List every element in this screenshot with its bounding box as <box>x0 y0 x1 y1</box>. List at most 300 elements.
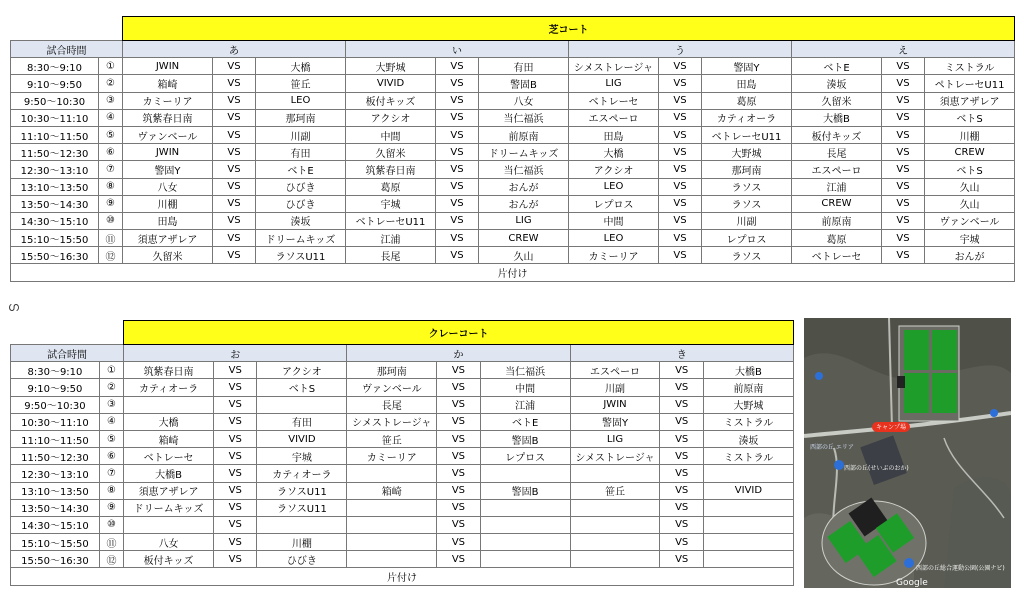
away-team: 那珂南 <box>702 161 792 178</box>
vs-label: VS <box>213 178 256 195</box>
vs-label: VS <box>213 109 256 126</box>
away-team: レプロス <box>480 448 570 465</box>
match-slot-row <box>11 109 1015 126</box>
home-team: 長尾 <box>347 396 437 413</box>
home-team: 警固Y <box>570 413 660 430</box>
vs-label: VS <box>659 230 702 247</box>
home-team: アクシオ <box>569 161 659 178</box>
slot-number: ① <box>99 58 123 75</box>
slot-number: ② <box>99 379 123 396</box>
away-team: CREW <box>479 230 569 247</box>
slot-number: ④ <box>99 413 123 430</box>
away-team: ベトS <box>925 109 1015 126</box>
away-team <box>703 465 793 482</box>
home-team: 湊坂 <box>792 75 882 92</box>
home-team: 警固Y <box>123 161 213 178</box>
vs-label: VS <box>882 195 925 212</box>
vs-label: VS <box>660 396 703 413</box>
grass-field-a <box>904 330 929 370</box>
vs-label: VS <box>213 92 256 109</box>
away-team: カティオーラ <box>702 109 792 126</box>
away-team: 川副 <box>702 212 792 229</box>
vs-label: VS <box>882 75 925 92</box>
away-team: 当仁福浜 <box>480 362 570 379</box>
vs-label: VS <box>660 499 703 516</box>
away-team: 宇城 <box>257 448 347 465</box>
home-team: アクシオ <box>346 109 436 126</box>
away-team: 有田 <box>257 413 347 430</box>
match-slot-row <box>11 247 1015 264</box>
home-team: CREW <box>792 195 882 212</box>
away-team: 久山 <box>925 195 1015 212</box>
vs-label: VS <box>214 482 257 499</box>
vs-label: VS <box>659 178 702 195</box>
slot-number: ⑥ <box>99 448 123 465</box>
home-team: 久留米 <box>792 92 882 109</box>
home-team: 久留米 <box>123 247 213 264</box>
home-team: JWIN <box>570 396 660 413</box>
home-team: 筑紫春日南 <box>124 362 214 379</box>
vs-label: VS <box>213 161 256 178</box>
slot-number: ⑤ <box>99 126 123 143</box>
court-header: あ <box>123 41 346 58</box>
slot-number: ⑪ <box>99 534 123 551</box>
vs-label: VS <box>436 212 479 229</box>
match-slot-row <box>11 396 794 413</box>
vs-label: VS <box>660 413 703 430</box>
away-team: ヴァンベール <box>925 212 1015 229</box>
home-team <box>570 534 660 551</box>
away-team: 宇城 <box>925 230 1015 247</box>
home-team: エスペーロ <box>792 161 882 178</box>
away-team: 八女 <box>479 92 569 109</box>
away-team: LEO <box>256 92 346 109</box>
home-team: LIG <box>570 430 660 447</box>
match-slot-row <box>11 212 1015 229</box>
away-team: ドリームキッズ <box>256 230 346 247</box>
home-team: 田島 <box>569 126 659 143</box>
away-team: 久山 <box>925 178 1015 195</box>
vs-label: VS <box>214 448 257 465</box>
vs-label: VS <box>214 379 257 396</box>
away-team: ひびき <box>256 195 346 212</box>
map-place-icon-2[interactable] <box>904 558 914 568</box>
vs-label: VS <box>213 75 256 92</box>
vs-label: VS <box>437 430 480 447</box>
vs-label: VS <box>436 126 479 143</box>
time-slot: 15:10～15:50 <box>11 534 100 551</box>
home-team: 久留米 <box>346 144 436 161</box>
away-team <box>480 551 570 568</box>
vs-label: VS <box>213 230 256 247</box>
home-team: 須恵アザレア <box>124 482 214 499</box>
home-team: 中間 <box>569 212 659 229</box>
away-team <box>257 516 347 533</box>
slot-number: ⑨ <box>99 195 123 212</box>
away-team: 警固Y <box>702 58 792 75</box>
away-team: 川棚 <box>925 126 1015 143</box>
home-team: ヴァンベール <box>347 379 437 396</box>
map-facility-label: 西部の丘総合運動公園(公園ナビ) <box>916 565 1005 572</box>
home-team: 川棚 <box>123 195 213 212</box>
vs-label: VS <box>660 551 703 568</box>
match-slot-row <box>11 465 794 482</box>
time-slot: 14:30～15:10 <box>11 516 100 533</box>
slot-number: ④ <box>99 109 123 126</box>
away-team <box>703 516 793 533</box>
away-team: 警固B <box>479 75 569 92</box>
time-slot: 9:10～9:50 <box>11 75 99 92</box>
time-slot: 13:50～14:30 <box>11 195 99 212</box>
away-team: 中間 <box>480 379 570 396</box>
court-header: え <box>792 41 1015 58</box>
time-slot: 8:30～9:10 <box>11 58 99 75</box>
vs-label: VS <box>436 109 479 126</box>
time-slot: 14:30～15:10 <box>11 212 99 229</box>
home-team: ドリームキッズ <box>124 499 214 516</box>
home-team: エスペーロ <box>569 109 659 126</box>
away-team: ベトS <box>257 379 347 396</box>
away-team: 前原南 <box>703 379 793 396</box>
time-slot: 11:10～11:50 <box>11 126 99 143</box>
away-team: ラソスU11 <box>257 482 347 499</box>
away-team: VIVID <box>257 430 347 447</box>
away-team: 那珂南 <box>256 109 346 126</box>
map-road-pin-label: キャンプ場 <box>876 424 907 431</box>
match-slot-row <box>11 144 1015 161</box>
away-team: 大橋B <box>703 362 793 379</box>
vs-label: VS <box>213 144 256 161</box>
home-team <box>347 516 437 533</box>
slot-number: ⑦ <box>99 465 123 482</box>
away-team: ベトレーセU11 <box>702 126 792 143</box>
vs-label: VS <box>437 396 480 413</box>
vs-label: VS <box>660 534 703 551</box>
home-team: ベトレーセU11 <box>346 212 436 229</box>
grass-court-schedule-table <box>10 16 1015 282</box>
vs-label: VS <box>436 247 479 264</box>
time-slot: 13:10～13:50 <box>11 178 99 195</box>
vs-label: VS <box>659 161 702 178</box>
vs-label: VS <box>660 482 703 499</box>
home-team: エスペーロ <box>570 362 660 379</box>
vs-label: VS <box>436 144 479 161</box>
time-slot: 10:30～11:10 <box>11 413 100 430</box>
vs-label: VS <box>437 413 480 430</box>
home-team: シメストレージャ <box>570 448 660 465</box>
court-header: お <box>124 345 347 362</box>
slot-number: ③ <box>99 396 123 413</box>
home-team: 前原南 <box>792 212 882 229</box>
vs-label: VS <box>882 161 925 178</box>
home-team: 川副 <box>570 379 660 396</box>
match-slot-row <box>11 551 794 568</box>
home-team <box>570 551 660 568</box>
vs-label: VS <box>882 212 925 229</box>
home-team: 長尾 <box>346 247 436 264</box>
home-team: カミーリア <box>569 247 659 264</box>
slot-number: ⑧ <box>99 178 123 195</box>
away-team: 湊坂 <box>703 430 793 447</box>
vs-label: VS <box>882 230 925 247</box>
home-team <box>347 551 437 568</box>
away-team: おんが <box>479 195 569 212</box>
away-team: ラソス <box>702 178 792 195</box>
home-team: 江浦 <box>346 230 436 247</box>
vs-label: VS <box>660 465 703 482</box>
match-slot-row <box>11 430 794 447</box>
away-team: ラソスU11 <box>257 499 347 516</box>
venue-map-image <box>804 318 1011 588</box>
slot-number: ⑦ <box>99 161 123 178</box>
away-team: レプロス <box>702 230 792 247</box>
vs-label: VS <box>214 362 257 379</box>
home-team: カミーリア <box>347 448 437 465</box>
away-team <box>703 534 793 551</box>
away-team: 田島 <box>702 75 792 92</box>
venue-map[interactable] <box>804 318 1011 588</box>
away-team <box>480 499 570 516</box>
home-team: ベトE <box>792 58 882 75</box>
vs-label: VS <box>436 195 479 212</box>
home-team <box>347 465 437 482</box>
home-team: 八女 <box>123 178 213 195</box>
away-team: 大野城 <box>702 144 792 161</box>
away-team: 有田 <box>256 144 346 161</box>
home-team: LEO <box>569 178 659 195</box>
away-team <box>703 499 793 516</box>
home-team: 板付キッズ <box>346 92 436 109</box>
home-team: 箱崎 <box>347 482 437 499</box>
vs-label: VS <box>882 178 925 195</box>
away-team: ひびき <box>257 551 347 568</box>
grass-field-d <box>932 373 957 413</box>
slot-number: ⑫ <box>99 551 123 568</box>
slot-number: ⑧ <box>99 482 123 499</box>
home-team: 箱崎 <box>123 75 213 92</box>
home-team: 長尾 <box>792 144 882 161</box>
home-team: LIG <box>569 75 659 92</box>
home-team: 田島 <box>123 212 213 229</box>
home-team: レプロス <box>569 195 659 212</box>
away-team: CREW <box>925 144 1015 161</box>
vs-label: VS <box>660 516 703 533</box>
away-team: カティオーラ <box>257 465 347 482</box>
slot-number: ⑫ <box>99 247 123 264</box>
vs-label: VS <box>659 144 702 161</box>
clay-court-schedule-table <box>10 320 794 586</box>
clay-court-title: クレーコート <box>124 321 794 345</box>
slot-number: ⑥ <box>99 144 123 161</box>
home-team: 筑紫春日南 <box>346 161 436 178</box>
vs-label: VS <box>436 161 479 178</box>
home-team: 江浦 <box>792 178 882 195</box>
away-team: ミストラル <box>703 413 793 430</box>
vs-label: VS <box>437 534 480 551</box>
match-slot-row <box>11 230 1015 247</box>
slot-number: ② <box>99 75 123 92</box>
vs-label: VS <box>437 448 480 465</box>
time-slot: 9:10～9:50 <box>11 379 100 396</box>
match-slot-row <box>11 195 1015 212</box>
away-team <box>257 396 347 413</box>
vs-label: VS <box>214 516 257 533</box>
home-team <box>124 516 214 533</box>
vs-label: VS <box>437 551 480 568</box>
vs-label: VS <box>213 195 256 212</box>
court-header: い <box>346 41 569 58</box>
vs-label: VS <box>436 75 479 92</box>
time-slot: 13:10～13:50 <box>11 482 100 499</box>
home-team: 葛原 <box>792 230 882 247</box>
match-slot-row <box>11 448 794 465</box>
vs-label: VS <box>660 379 703 396</box>
home-team: 那珂南 <box>347 362 437 379</box>
vs-label: VS <box>436 92 479 109</box>
vs-label: VS <box>436 178 479 195</box>
match-slot-row <box>11 516 794 533</box>
away-team: ラソス <box>702 247 792 264</box>
vs-label: VS <box>659 195 702 212</box>
home-team: JWIN <box>123 58 213 75</box>
home-team <box>570 465 660 482</box>
vs-label: VS <box>882 247 925 264</box>
away-team: ミストラル <box>703 448 793 465</box>
vs-label: VS <box>659 126 702 143</box>
away-team <box>480 465 570 482</box>
vs-label: VS <box>882 92 925 109</box>
home-team <box>570 516 660 533</box>
away-team: ラソスU11 <box>256 247 346 264</box>
map-area-label: 西部の丘 エリア <box>810 444 854 451</box>
time-slot: 9:50～10:30 <box>11 92 99 109</box>
home-team: 板付キッズ <box>792 126 882 143</box>
time-column-header: 試合時間 <box>11 345 124 362</box>
home-team: 宇城 <box>346 195 436 212</box>
side-mark: ഗ <box>8 300 19 314</box>
match-slot-row <box>11 58 1015 75</box>
home-team: 大橋 <box>569 144 659 161</box>
away-team: 須恵アザレア <box>925 92 1015 109</box>
vs-label: VS <box>660 430 703 447</box>
map-place-icon[interactable] <box>834 460 844 470</box>
match-slot-row <box>11 379 794 396</box>
match-slot-row <box>11 126 1015 143</box>
home-team: シメストレージャ <box>347 413 437 430</box>
vs-label: VS <box>437 379 480 396</box>
grass-field-c <box>904 373 929 413</box>
time-slot: 12:30～13:10 <box>11 465 100 482</box>
home-team: ベトレーセ <box>124 448 214 465</box>
vs-label: VS <box>214 430 257 447</box>
home-team: カティオーラ <box>124 379 214 396</box>
vs-label: VS <box>882 144 925 161</box>
home-team: 大橋B <box>792 109 882 126</box>
away-team: 警固B <box>480 430 570 447</box>
away-team: ベトE <box>256 161 346 178</box>
grass-court-title: 芝コート <box>123 17 1015 41</box>
vs-label: VS <box>882 109 925 126</box>
time-slot: 9:50～10:30 <box>11 396 100 413</box>
away-team: 当仁福浜 <box>479 109 569 126</box>
vs-label: VS <box>214 413 257 430</box>
home-team: LEO <box>569 230 659 247</box>
vs-label: VS <box>213 212 256 229</box>
away-team: 大橋 <box>256 58 346 75</box>
away-team: ドリームキッズ <box>479 144 569 161</box>
vs-label: VS <box>437 362 480 379</box>
away-team: ペトレーセU11 <box>925 75 1015 92</box>
slot-number: ⑪ <box>99 230 123 247</box>
match-slot-row <box>11 534 794 551</box>
time-slot: 11:50～12:30 <box>11 144 99 161</box>
vs-label: VS <box>213 58 256 75</box>
vs-label: VS <box>437 499 480 516</box>
time-slot: 15:50～16:30 <box>11 247 99 264</box>
time-slot: 15:10～15:50 <box>11 230 99 247</box>
court-header: う <box>569 41 792 58</box>
time-slot: 11:10～11:50 <box>11 430 100 447</box>
home-team: 中間 <box>346 126 436 143</box>
match-slot-row <box>11 362 794 379</box>
home-team: ベトレーセ <box>569 92 659 109</box>
home-team: ベトレーセ <box>792 247 882 264</box>
match-slot-row <box>11 499 794 516</box>
home-team: 笹丘 <box>347 430 437 447</box>
home-team: 大橋B <box>124 465 214 482</box>
vs-label: VS <box>214 396 257 413</box>
away-team: 川棚 <box>257 534 347 551</box>
vs-label: VS <box>436 230 479 247</box>
slot-number: ③ <box>99 92 123 109</box>
away-team <box>703 551 793 568</box>
away-team: ラソス <box>702 195 792 212</box>
home-team: VIVID <box>346 75 436 92</box>
home-team: 八女 <box>124 534 214 551</box>
away-team: 大野城 <box>703 396 793 413</box>
slot-number: ⑤ <box>99 430 123 447</box>
court-header: き <box>570 345 793 362</box>
home-team: 須恵アザレア <box>123 230 213 247</box>
match-slot-row <box>11 75 1015 92</box>
vs-label: VS <box>437 516 480 533</box>
away-team: LIG <box>479 212 569 229</box>
match-slot-row <box>11 482 794 499</box>
away-team: 久山 <box>479 247 569 264</box>
away-team <box>480 516 570 533</box>
vs-label: VS <box>660 362 703 379</box>
cleanup-footer: 片付け <box>11 568 794 585</box>
away-team: 警固B <box>480 482 570 499</box>
slot-number: ⑩ <box>99 212 123 229</box>
home-team <box>570 499 660 516</box>
map-park-label: 西部の丘(せいぶのおか) <box>844 465 909 472</box>
home-team: 筑紫春日南 <box>123 109 213 126</box>
home-team: 箱崎 <box>124 430 214 447</box>
time-slot: 15:50～16:30 <box>11 551 100 568</box>
vs-label: VS <box>659 75 702 92</box>
vs-label: VS <box>437 465 480 482</box>
home-team: 板付キッズ <box>124 551 214 568</box>
slot-number: ① <box>99 362 123 379</box>
vs-label: VS <box>214 465 257 482</box>
time-slot: 11:50～12:30 <box>11 448 100 465</box>
away-team: ひびき <box>256 178 346 195</box>
cleanup-footer: 片付け <box>11 264 1015 281</box>
vs-label: VS <box>659 212 702 229</box>
vs-label: VS <box>882 126 925 143</box>
home-team: ヴァンベール <box>123 126 213 143</box>
